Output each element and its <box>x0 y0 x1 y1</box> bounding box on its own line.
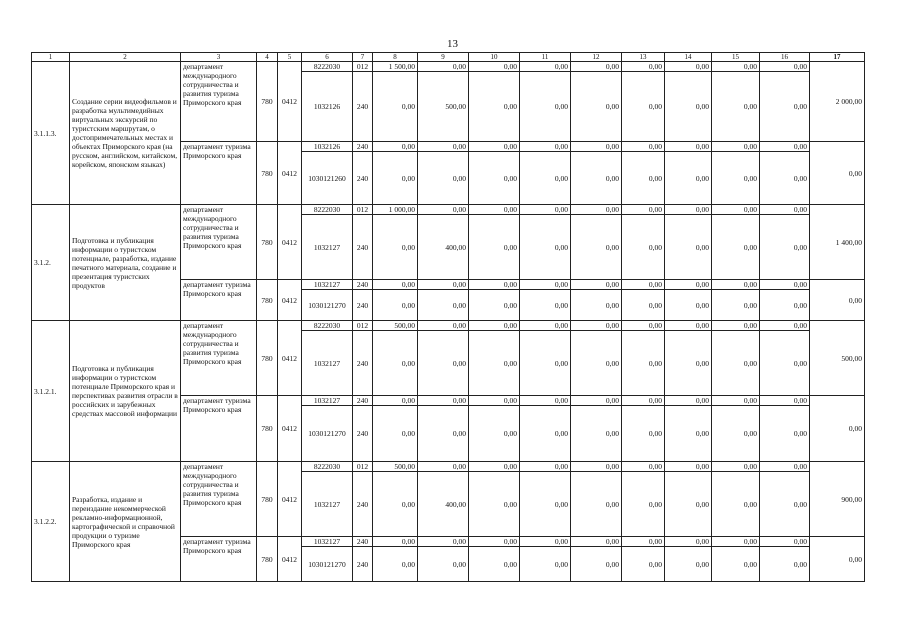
amount-cell: 0,00 <box>571 215 622 280</box>
amount-cell: 0,00 <box>418 142 469 152</box>
amount-cell: 0,00 <box>760 152 810 205</box>
amount-cell: 1 000,00 <box>373 205 418 215</box>
ministry-code: 780 <box>257 205 278 280</box>
amount-cell: 0,00 <box>520 290 571 321</box>
amount-cell: 400,00 <box>418 472 469 537</box>
col-header-17: 17 <box>810 53 865 62</box>
amount-cell: 0,00 <box>469 215 520 280</box>
row-number: 3.1.1.3. <box>32 62 70 205</box>
expense-type-code: 240 <box>353 72 373 142</box>
row-number: 3.1.2.1. <box>32 321 70 462</box>
amount-cell: 0,00 <box>665 62 712 72</box>
amount-cell: 0,00 <box>712 406 760 462</box>
amount-cell: 0,00 <box>622 280 665 290</box>
col-header-16: 16 <box>760 53 810 62</box>
amount-cell: 0,00 <box>665 406 712 462</box>
amount-cell: 0,00 <box>665 142 712 152</box>
department-name: департамент туризма Приморского края <box>181 537 257 582</box>
budget-table <box>31 52 865 582</box>
amount-cell: 0,00 <box>469 290 520 321</box>
amount-cell: 0,00 <box>622 462 665 472</box>
target-article-code: 1030121270 <box>302 547 353 582</box>
table-row <box>32 462 865 472</box>
amount-cell: 0,00 <box>520 280 571 290</box>
amount-cell: 0,00 <box>571 62 622 72</box>
target-article-code: 8222030 <box>302 321 353 331</box>
expense-type-code: 240 <box>353 152 373 205</box>
target-article-code: 1032127 <box>302 537 353 547</box>
amount-cell: 0,00 <box>760 215 810 280</box>
amount-cell: 0,00 <box>571 406 622 462</box>
amount-cell: 500,00 <box>418 72 469 142</box>
activity-name: Разработка, издание и переиздание некоммерческой рекламно-информационной, картографической и справочной продукции о туризме Приморского края <box>70 462 181 582</box>
amount-cell: 1 500,00 <box>373 62 418 72</box>
ministry-code: 780 <box>257 462 278 537</box>
amount-cell: 0,00 <box>373 72 418 142</box>
amount-cell: 0,00 <box>712 547 760 582</box>
ministry-code: 780 <box>257 396 278 462</box>
amount-cell: 0,00 <box>760 472 810 537</box>
amount-cell: 0,00 <box>712 62 760 72</box>
activity-name: Подготовка и публикация информации о туристском потенциале, разработка, издание печатного материала, создание и презентация туристских продуктов <box>70 205 181 321</box>
amount-cell: 0,00 <box>520 472 571 537</box>
amount-cell: 0,00 <box>373 152 418 205</box>
amount-cell: 0,00 <box>622 331 665 396</box>
amount-cell: 0,00 <box>469 462 520 472</box>
amount-cell: 0,00 <box>373 142 418 152</box>
amount-cell: 0,00 <box>760 321 810 331</box>
ministry-code: 780 <box>257 280 278 321</box>
amount-cell: 0,00 <box>469 537 520 547</box>
amount-cell: 0,00 <box>712 537 760 547</box>
amount-cell: 0,00 <box>373 280 418 290</box>
row-total: 900,00 <box>810 462 865 537</box>
department-name: департамент туризма Приморского края <box>181 396 257 462</box>
row-total: 0,00 <box>810 396 865 462</box>
amount-cell: 0,00 <box>520 396 571 406</box>
amount-cell: 0,00 <box>712 72 760 142</box>
expense-type-code: 240 <box>353 396 373 406</box>
amount-cell: 0,00 <box>469 406 520 462</box>
activity-name: Подготовка и публикация информации о туристском потенциале Приморского края и перспективах развития отрасли в российских и зарубежных средствах массовой информации <box>70 321 181 462</box>
amount-cell: 0,00 <box>665 331 712 396</box>
amount-cell: 0,00 <box>418 152 469 205</box>
ministry-code: 780 <box>257 62 278 142</box>
col-header-6: 6 <box>302 53 353 62</box>
amount-cell: 0,00 <box>373 331 418 396</box>
expense-type-code: 240 <box>353 406 373 462</box>
amount-cell: 0,00 <box>571 321 622 331</box>
amount-cell: 0,00 <box>622 472 665 537</box>
amount-cell: 500,00 <box>373 321 418 331</box>
target-article-code: 1030121260 <box>302 152 353 205</box>
target-article-code: 1032127 <box>302 331 353 396</box>
amount-cell: 0,00 <box>665 290 712 321</box>
section-code: 0412 <box>278 537 302 582</box>
target-article-code: 8222030 <box>302 462 353 472</box>
amount-cell: 0,00 <box>469 72 520 142</box>
amount-cell: 0,00 <box>571 537 622 547</box>
target-article-code: 1032127 <box>302 472 353 537</box>
amount-cell: 0,00 <box>571 152 622 205</box>
amount-cell: 0,00 <box>665 280 712 290</box>
amount-cell: 0,00 <box>622 396 665 406</box>
amount-cell: 0,00 <box>760 537 810 547</box>
expense-type-code: 240 <box>353 280 373 290</box>
amount-cell: 0,00 <box>622 72 665 142</box>
amount-cell: 0,00 <box>469 152 520 205</box>
amount-cell: 0,00 <box>418 280 469 290</box>
target-article-code: 1030121270 <box>302 406 353 462</box>
ministry-code: 780 <box>257 537 278 582</box>
ministry-code: 780 <box>257 321 278 396</box>
col-header-11: 11 <box>520 53 571 62</box>
section-code: 0412 <box>278 205 302 280</box>
amount-cell: 0,00 <box>469 142 520 152</box>
amount-cell: 0,00 <box>520 215 571 280</box>
amount-cell: 0,00 <box>712 205 760 215</box>
amount-cell: 0,00 <box>373 215 418 280</box>
amount-cell: 0,00 <box>665 152 712 205</box>
department-name: департамент туризма Приморского края <box>181 280 257 321</box>
amount-cell: 0,00 <box>469 547 520 582</box>
table-row <box>32 205 865 215</box>
amount-cell: 0,00 <box>665 396 712 406</box>
amount-cell: 0,00 <box>373 406 418 462</box>
amount-cell: 0,00 <box>665 472 712 537</box>
row-number: 3.1.2.2. <box>32 462 70 582</box>
expense-type-code: 012 <box>353 62 373 72</box>
target-article-code: 1032126 <box>302 142 353 152</box>
amount-cell: 0,00 <box>520 321 571 331</box>
amount-cell: 0,00 <box>571 72 622 142</box>
amount-cell: 0,00 <box>712 152 760 205</box>
amount-cell: 0,00 <box>373 547 418 582</box>
expense-type-code: 240 <box>353 215 373 280</box>
amount-cell: 0,00 <box>520 152 571 205</box>
amount-cell: 0,00 <box>712 290 760 321</box>
amount-cell: 0,00 <box>622 205 665 215</box>
amount-cell: 0,00 <box>469 321 520 331</box>
row-total: 0,00 <box>810 280 865 321</box>
amount-cell: 0,00 <box>418 331 469 396</box>
amount-cell: 0,00 <box>760 62 810 72</box>
row-total: 1 400,00 <box>810 205 865 280</box>
col-header-10: 10 <box>469 53 520 62</box>
amount-cell: 0,00 <box>373 537 418 547</box>
amount-cell: 0,00 <box>571 547 622 582</box>
amount-cell: 0,00 <box>760 331 810 396</box>
amount-cell: 0,00 <box>469 331 520 396</box>
amount-cell: 0,00 <box>571 280 622 290</box>
activity-name: Создание серии видеофильмов и разработка мультимедийных виртуальных экскурсий по туристским маршрутам, о достопримечательных местах и объектах Приморского края (на русском, английском, китайском, корейском, японском языках) <box>70 62 181 205</box>
target-article-code: 8222030 <box>302 205 353 215</box>
section-code: 0412 <box>278 62 302 142</box>
col-header-7: 7 <box>353 53 373 62</box>
target-article-code: 8222030 <box>302 62 353 72</box>
expense-type-code: 240 <box>353 547 373 582</box>
amount-cell: 0,00 <box>712 396 760 406</box>
ministry-code: 780 <box>257 142 278 205</box>
amount-cell: 0,00 <box>469 62 520 72</box>
amount-cell: 0,00 <box>665 72 712 142</box>
amount-cell: 0,00 <box>571 205 622 215</box>
target-article-code: 1032127 <box>302 280 353 290</box>
amount-cell: 0,00 <box>571 290 622 321</box>
table-row <box>32 62 865 72</box>
amount-cell: 0,00 <box>418 205 469 215</box>
department-name: департамент туризма Приморского края <box>181 142 257 205</box>
amount-cell: 0,00 <box>418 290 469 321</box>
target-article-code: 1032126 <box>302 72 353 142</box>
section-code: 0412 <box>278 142 302 205</box>
amount-cell: 0,00 <box>622 537 665 547</box>
amount-cell: 0,00 <box>571 331 622 396</box>
amount-cell: 0,00 <box>665 205 712 215</box>
department-name: департамент международного сотрудничества и развития туризма Приморского края <box>181 205 257 280</box>
col-header-5: 5 <box>278 53 302 62</box>
header-row <box>32 53 865 62</box>
amount-cell: 0,00 <box>373 472 418 537</box>
amount-cell: 0,00 <box>520 462 571 472</box>
amount-cell: 0,00 <box>418 406 469 462</box>
amount-cell: 0,00 <box>622 215 665 280</box>
amount-cell: 0,00 <box>665 321 712 331</box>
amount-cell: 0,00 <box>760 462 810 472</box>
row-total: 500,00 <box>810 321 865 396</box>
amount-cell: 0,00 <box>760 547 810 582</box>
row-number: 3.1.2. <box>32 205 70 321</box>
amount-cell: 0,00 <box>520 547 571 582</box>
amount-cell: 0,00 <box>520 537 571 547</box>
col-header-13: 13 <box>622 53 665 62</box>
amount-cell: 0,00 <box>571 142 622 152</box>
col-header-1: 1 <box>32 53 70 62</box>
expense-type-code: 012 <box>353 321 373 331</box>
col-header-3: 3 <box>181 53 257 62</box>
section-code: 0412 <box>278 396 302 462</box>
amount-cell: 0,00 <box>571 396 622 406</box>
row-total: 0,00 <box>810 537 865 582</box>
amount-cell: 0,00 <box>418 537 469 547</box>
amount-cell: 0,00 <box>760 205 810 215</box>
amount-cell: 0,00 <box>665 215 712 280</box>
amount-cell: 0,00 <box>469 205 520 215</box>
expense-type-code: 240 <box>353 331 373 396</box>
amount-cell: 0,00 <box>622 62 665 72</box>
col-header-14: 14 <box>665 53 712 62</box>
department-name: департамент международного сотрудничества и развития туризма Приморского края <box>181 321 257 396</box>
amount-cell: 0,00 <box>520 331 571 396</box>
section-code: 0412 <box>278 280 302 321</box>
amount-cell: 0,00 <box>665 547 712 582</box>
amount-cell: 0,00 <box>760 142 810 152</box>
amount-cell: 0,00 <box>520 62 571 72</box>
amount-cell: 0,00 <box>520 406 571 462</box>
amount-cell: 0,00 <box>418 396 469 406</box>
section-code: 0412 <box>278 321 302 396</box>
amount-cell: 0,00 <box>520 205 571 215</box>
col-header-4: 4 <box>257 53 278 62</box>
amount-cell: 0,00 <box>520 142 571 152</box>
amount-cell: 0,00 <box>712 215 760 280</box>
col-header-8: 8 <box>373 53 418 62</box>
row-total: 0,00 <box>810 142 865 205</box>
target-article-code: 1030121270 <box>302 290 353 321</box>
amount-cell: 0,00 <box>520 72 571 142</box>
section-code: 0412 <box>278 462 302 537</box>
amount-cell: 0,00 <box>469 280 520 290</box>
amount-cell: 0,00 <box>373 396 418 406</box>
amount-cell: 0,00 <box>469 472 520 537</box>
amount-cell: 0,00 <box>712 142 760 152</box>
amount-cell: 0,00 <box>712 331 760 396</box>
amount-cell: 0,00 <box>760 290 810 321</box>
target-article-code: 1032127 <box>302 215 353 280</box>
amount-cell: 0,00 <box>760 396 810 406</box>
col-header-15: 15 <box>712 53 760 62</box>
amount-cell: 0,00 <box>571 472 622 537</box>
amount-cell: 0,00 <box>622 321 665 331</box>
amount-cell: 500,00 <box>373 462 418 472</box>
expense-type-code: 240 <box>353 142 373 152</box>
amount-cell: 0,00 <box>418 547 469 582</box>
amount-cell: 0,00 <box>712 321 760 331</box>
expense-type-code: 240 <box>353 472 373 537</box>
amount-cell: 0,00 <box>665 537 712 547</box>
department-name: департамент международного сотрудничества и развития туризма Приморского края <box>181 62 257 142</box>
table-row <box>32 321 865 331</box>
amount-cell: 0,00 <box>712 472 760 537</box>
col-header-2: 2 <box>70 53 181 62</box>
amount-cell: 0,00 <box>712 462 760 472</box>
expense-type-code: 240 <box>353 537 373 547</box>
page-number: 13 <box>447 38 458 50</box>
amount-cell: 0,00 <box>760 406 810 462</box>
amount-cell: 0,00 <box>622 547 665 582</box>
amount-cell: 0,00 <box>622 290 665 321</box>
expense-type-code: 240 <box>353 290 373 321</box>
amount-cell: 0,00 <box>418 321 469 331</box>
amount-cell: 0,00 <box>622 142 665 152</box>
amount-cell: 400,00 <box>418 215 469 280</box>
amount-cell: 0,00 <box>418 62 469 72</box>
amount-cell: 0,00 <box>373 290 418 321</box>
amount-cell: 0,00 <box>418 462 469 472</box>
target-article-code: 1032127 <box>302 396 353 406</box>
amount-cell: 0,00 <box>469 396 520 406</box>
col-header-9: 9 <box>418 53 469 62</box>
col-header-12: 12 <box>571 53 622 62</box>
amount-cell: 0,00 <box>712 280 760 290</box>
expense-type-code: 012 <box>353 462 373 472</box>
amount-cell: 0,00 <box>760 280 810 290</box>
amount-cell: 0,00 <box>622 152 665 205</box>
amount-cell: 0,00 <box>622 406 665 462</box>
amount-cell: 0,00 <box>571 462 622 472</box>
department-name: департамент международного сотрудничества и развития туризма Приморского края <box>181 462 257 537</box>
expense-type-code: 012 <box>353 205 373 215</box>
amount-cell: 0,00 <box>760 72 810 142</box>
amount-cell: 0,00 <box>665 462 712 472</box>
row-total: 2 000,00 <box>810 62 865 142</box>
